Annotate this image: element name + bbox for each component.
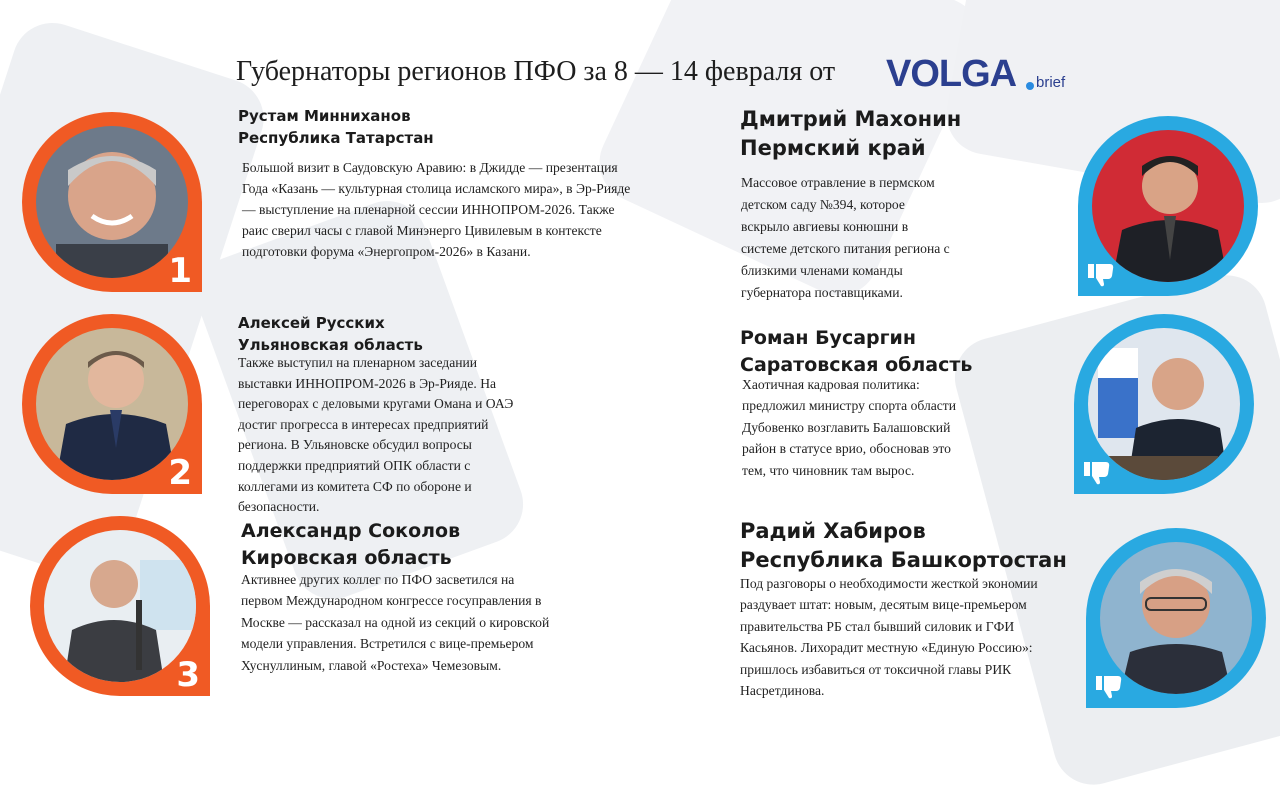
thumbs-down-icon	[1094, 674, 1124, 700]
governor-name: Дмитрий Махонин Пермский край	[740, 105, 961, 164]
governor-name: Алексей Русских Ульяновская область	[238, 313, 423, 357]
logo-wordmark: VOLGA	[886, 53, 1017, 95]
governor-summary: Под разговоры о необходимости жесткой экономии раздувает штат: новым, десятым вице-премьером правительства РБ стал бывший силовик и ГФИ Касьянов. Лихорадит местную «Единую Россию»: пришлось избавиться от токсичной главы РИК Насретдинова.	[740, 576, 1038, 699]
thumbs-down-icon	[1086, 262, 1116, 288]
governor-region: Республика Башкортостан	[740, 548, 1067, 573]
governor-photo-badge	[1074, 314, 1254, 494]
governor-region: Ульяновская область	[238, 335, 423, 354]
rank-number: 2	[168, 453, 192, 493]
governor-name: Радий Хабиров Республика Башкортостан	[740, 517, 1067, 576]
governor-name: Александр Соколов Кировская область	[241, 518, 460, 571]
governor-photo-badge	[22, 112, 202, 292]
page-title: Губернаторы регионов ПФО за 8 — 14 февраля от	[236, 56, 836, 87]
governor-name: Рустам Минниханов Республика Татарстан	[238, 106, 434, 150]
governor-summary: Также выступил на пленарном заседании выставки ИННОПРОМ-2026 в Эр-Рияде. На переговорах с деловыми кругами Омана и ОАЭ достиг прогресса в интересах предприятий региона. В Ульяновске обсудил вопросы поддержки предприятий ОПК области с коллегами из комитета СФ по обороне и безопасности.	[238, 355, 514, 515]
governor-photo	[1100, 542, 1252, 694]
governor-photo-badge	[30, 516, 210, 696]
governor-summary: Хаотичная кадровая политика: предложил министру спорта области Дубовенко возглавить Балашовский район в статусе врио, обосновав это тем, что чиновник там вырос.	[742, 377, 957, 478]
governor-region: Саратовская область	[740, 353, 973, 376]
governor-name: Роман Бусаргин Саратовская область	[740, 325, 972, 378]
governor-summary: Большой визит в Саудовскую Аравию: в Джидде — презентация Года «Казань — культурная столица исламского мира», в Эр-Рияде — выступление на пленарной сессии ИННОПРОМ-2026. Также раис сверил часы с главой Минэнерго Цивилевым в контексте подготовки форума «Энергопром-2026» в Казани.	[242, 160, 631, 259]
thumbs-down-icon	[1082, 460, 1112, 486]
governor-photo	[1092, 130, 1244, 282]
governor-photo-badge	[22, 314, 202, 494]
governor-photo	[36, 328, 188, 480]
governor-photo	[44, 530, 196, 682]
rank-number: 1	[168, 251, 192, 291]
governor-region: Пермский край	[740, 136, 926, 161]
governor-summary: Активнее других коллег по ПФО засветился на первом Международном конгрессе госуправления в Москве — рассказал на одной из секций о кировской модели управления. Встретился с вице-премьером Хуснуллиным, главой «Ростеха» Чемезовым.	[241, 572, 550, 673]
governor-photo-badge	[1078, 116, 1258, 296]
logo-dot	[1026, 82, 1034, 90]
volga-brief-logo	[886, 52, 1076, 96]
governor-photo	[36, 126, 188, 278]
governor-summary: Массовое отравление в пермском детском саду №394, которое вскрыло авгиевы конюшни в системе детского питания региона с близкими членами команды губернатора поставщиками.	[741, 175, 950, 300]
governor-region: Республика Татарстан	[238, 128, 434, 147]
rank-number: 3	[176, 655, 200, 695]
governor-photo	[1088, 328, 1240, 480]
governor-region: Кировская область	[241, 546, 452, 569]
logo-subtitle: brief	[1036, 74, 1066, 91]
governor-photo-badge	[1086, 528, 1266, 708]
